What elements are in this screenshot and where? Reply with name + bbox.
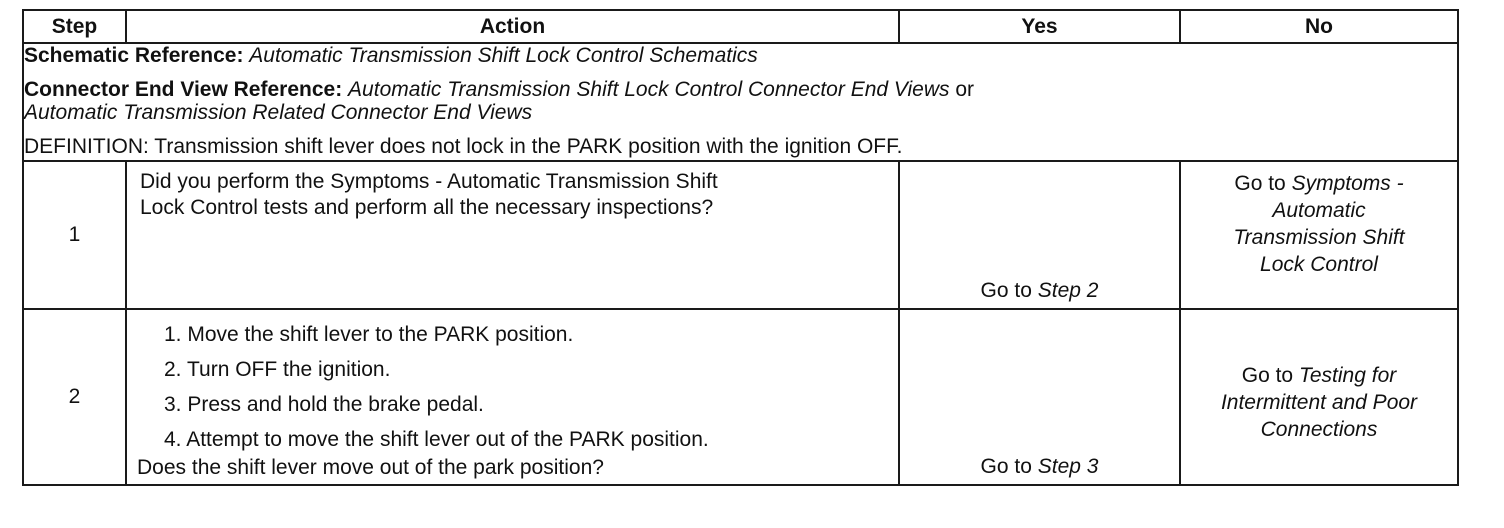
reference-cell — [23, 43, 1458, 161]
header-step: Step — [23, 10, 126, 43]
header-no: No — [1180, 10, 1458, 43]
connector-reference-label: Connector End View Reference: — [24, 78, 343, 101]
substep-item: 3. Press and hold the brake pedal. — [164, 393, 484, 416]
definition-text: DEFINITION: Transmission shift lever does not lock in the PARK position with the ignition OFF. — [24, 135, 903, 158]
reference-row — [23, 43, 1458, 161]
substep-item: 2. Turn OFF the ignition. — [164, 358, 391, 381]
header-row — [23, 10, 1458, 43]
substep-item: 1. Move the shift lever to the PARK position. — [164, 323, 574, 346]
no-target-link[interactable]: Testing for — [1298, 363, 1397, 387]
schematic-reference — [24, 44, 1457, 67]
step-question: Does the shift lever move out of the park position? — [137, 456, 604, 479]
yes-goto — [900, 279, 1179, 303]
yes-prefix: Go to — [980, 455, 1032, 478]
step-number: 2 — [23, 309, 126, 485]
no-prefix: Go to — [1234, 172, 1286, 195]
no-target-link[interactable]: Transmission Shift — [1233, 226, 1405, 249]
yes-target-link[interactable]: Step 3 — [1037, 455, 1099, 478]
action-line: Did you perform the Symptoms - Automatic Transmission Shift — [140, 170, 718, 193]
no-goto-line — [1181, 362, 1457, 389]
table-row — [23, 309, 1458, 485]
step-no — [1180, 309, 1458, 485]
step-action — [126, 309, 899, 485]
step-yes — [899, 161, 1180, 309]
header-action: Action — [126, 10, 899, 43]
connector-reference — [24, 78, 1457, 124]
step-yes — [899, 309, 1180, 485]
no-target-link[interactable]: Intermittent and Poor — [1220, 390, 1418, 414]
yes-goto — [900, 455, 1179, 479]
table-row — [23, 161, 1458, 309]
no-goto-line — [1181, 170, 1457, 197]
step-no — [1180, 161, 1458, 309]
schematic-reference-link[interactable]: Automatic Transmission Shift Lock Control Schematics — [249, 44, 758, 67]
connector-reference-or: or — [955, 78, 975, 101]
substep-list — [140, 317, 888, 457]
schematic-reference-label: Schematic Reference: — [24, 44, 244, 67]
connector-reference-link-1[interactable]: Automatic Transmission Shift Lock Control Connector End Views — [348, 78, 950, 101]
connector-reference-link-2[interactable]: Automatic Transmission Related Connector End Views — [24, 101, 533, 124]
no-target-link[interactable]: Lock Control — [1260, 253, 1378, 276]
no-target-link[interactable]: Symptoms - — [1291, 172, 1404, 195]
step-action — [126, 161, 899, 309]
no-target-link[interactable]: Connections — [1260, 417, 1378, 441]
step-number: 1 — [23, 161, 126, 309]
action-line: Lock Control tests and perform all the necessary inspections? — [140, 196, 714, 219]
header-yes: Yes — [899, 10, 1180, 43]
no-target-link[interactable]: Automatic — [1272, 199, 1366, 222]
yes-target-link[interactable]: Step 2 — [1037, 279, 1099, 302]
yes-prefix: Go to — [980, 279, 1032, 302]
substep-item: 4. Attempt to move the shift lever out of the PARK position. — [164, 428, 709, 451]
diagnostic-table — [22, 9, 1459, 486]
no-prefix: Go to — [1241, 363, 1294, 387]
